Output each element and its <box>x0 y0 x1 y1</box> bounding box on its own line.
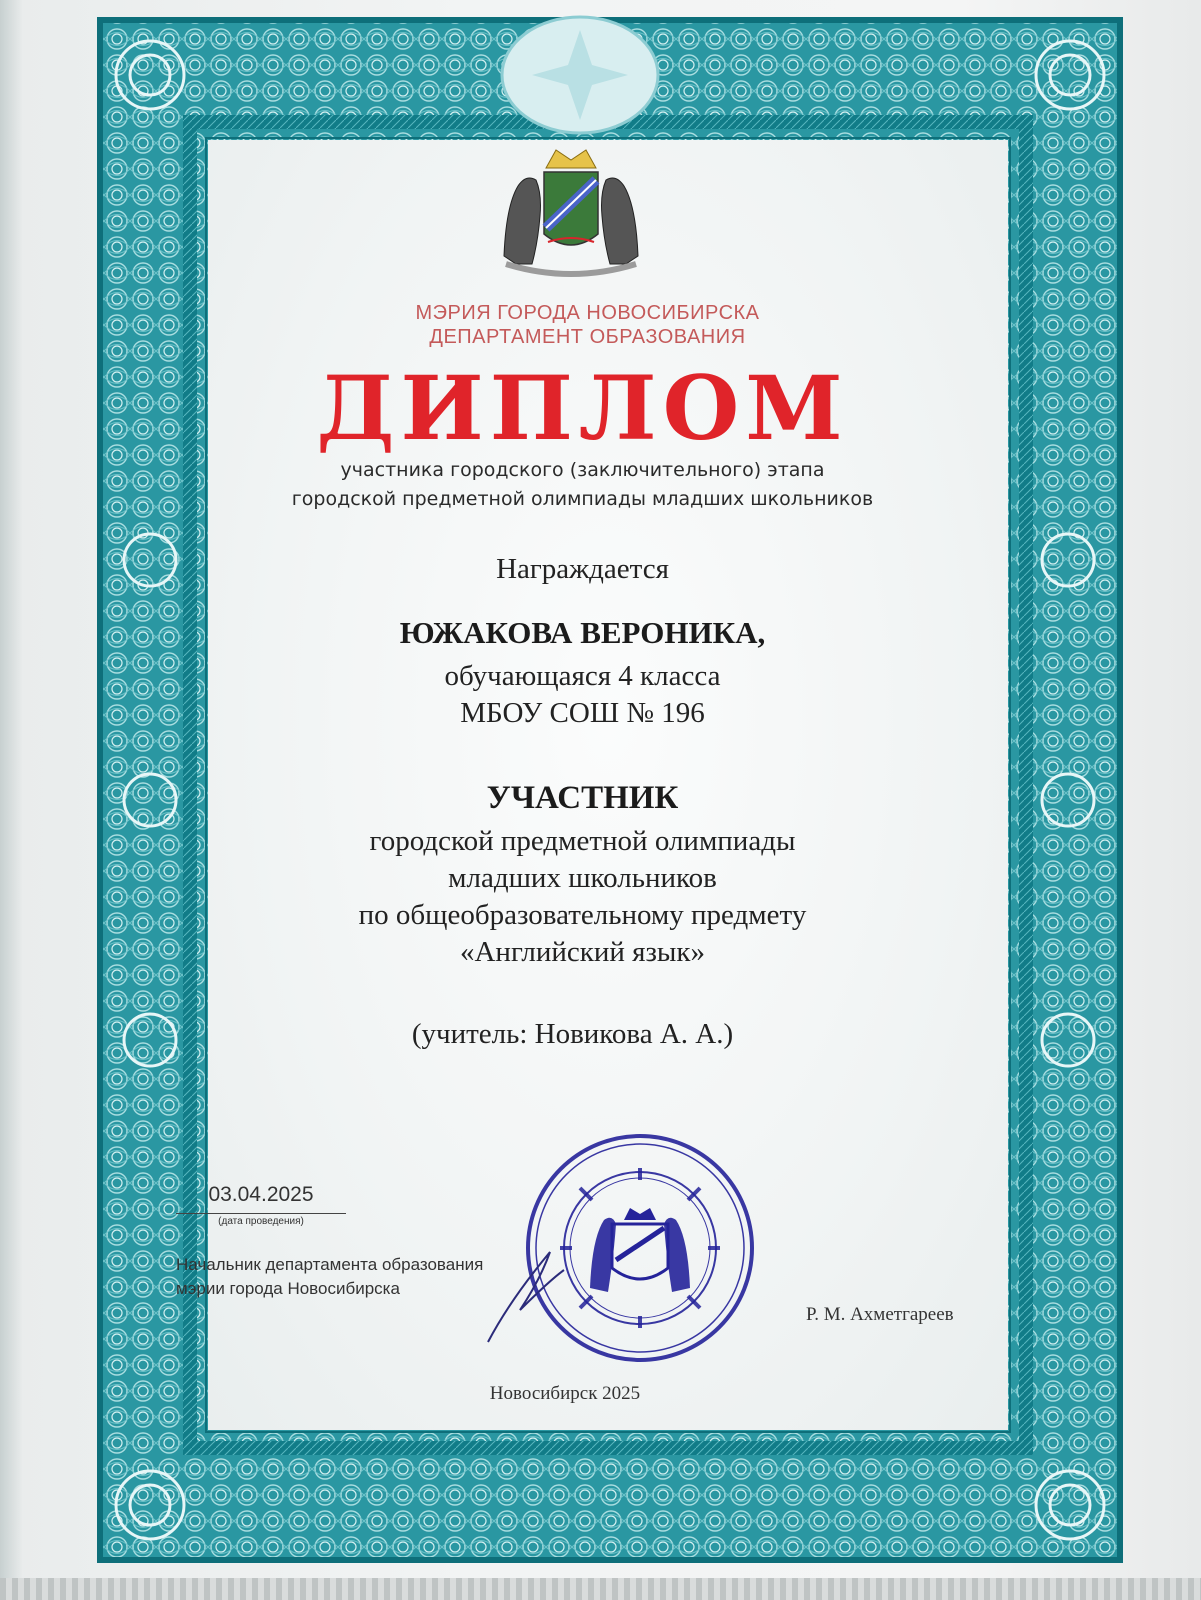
description-line-4: «Английский язык» <box>459 936 705 968</box>
subtitle-line-1: участника городского (заключительного) этапа <box>340 459 825 481</box>
description-line-1: городской предметной олимпиады <box>369 825 796 857</box>
recipient-name: ЮЖАКОВА ВЕРОНИКА, <box>399 615 766 650</box>
event-date: 03.04.2025 <box>176 1183 346 1214</box>
handwritten-signature <box>480 1240 570 1350</box>
teacher-line: (учитель: Новикова А. А.) <box>411 1018 734 1050</box>
awarded-label: Награждается <box>496 553 669 585</box>
organization-line-2: ДЕПАРТАМЕНТ ОБРАЗОВАНИЯ <box>429 326 746 348</box>
organization-line-1: МЭРИЯ ГОРОДА НОВОСИБИРСКА <box>415 302 760 324</box>
recipient-grade: обучающаяся 4 класса <box>444 660 721 692</box>
subtitle-line-2: городской предметной олимпиады младших школьников <box>291 488 874 510</box>
signer-position-line-1: Начальник департамента образования <box>176 1255 484 1274</box>
signer-name: Р. М. Ахметгареев <box>806 1304 954 1325</box>
signer-position-line-2: мэрии города Новосибирска <box>176 1279 400 1298</box>
event-date-caption: (дата проведения) <box>218 1216 304 1227</box>
award-status: УЧАСТНИК <box>486 780 679 816</box>
description-line-2: младших школьников <box>448 862 717 894</box>
recipient-school: МБОУ СОШ № 196 <box>460 697 705 729</box>
page-title: ДИПЛОМ <box>316 356 849 460</box>
place-and-year: Новосибирск 2025 <box>489 1383 641 1404</box>
description-line-3: по общеобразовательному предмету <box>358 899 807 931</box>
coat-of-arms-icon <box>496 146 646 281</box>
binder-edge <box>0 1578 1201 1600</box>
